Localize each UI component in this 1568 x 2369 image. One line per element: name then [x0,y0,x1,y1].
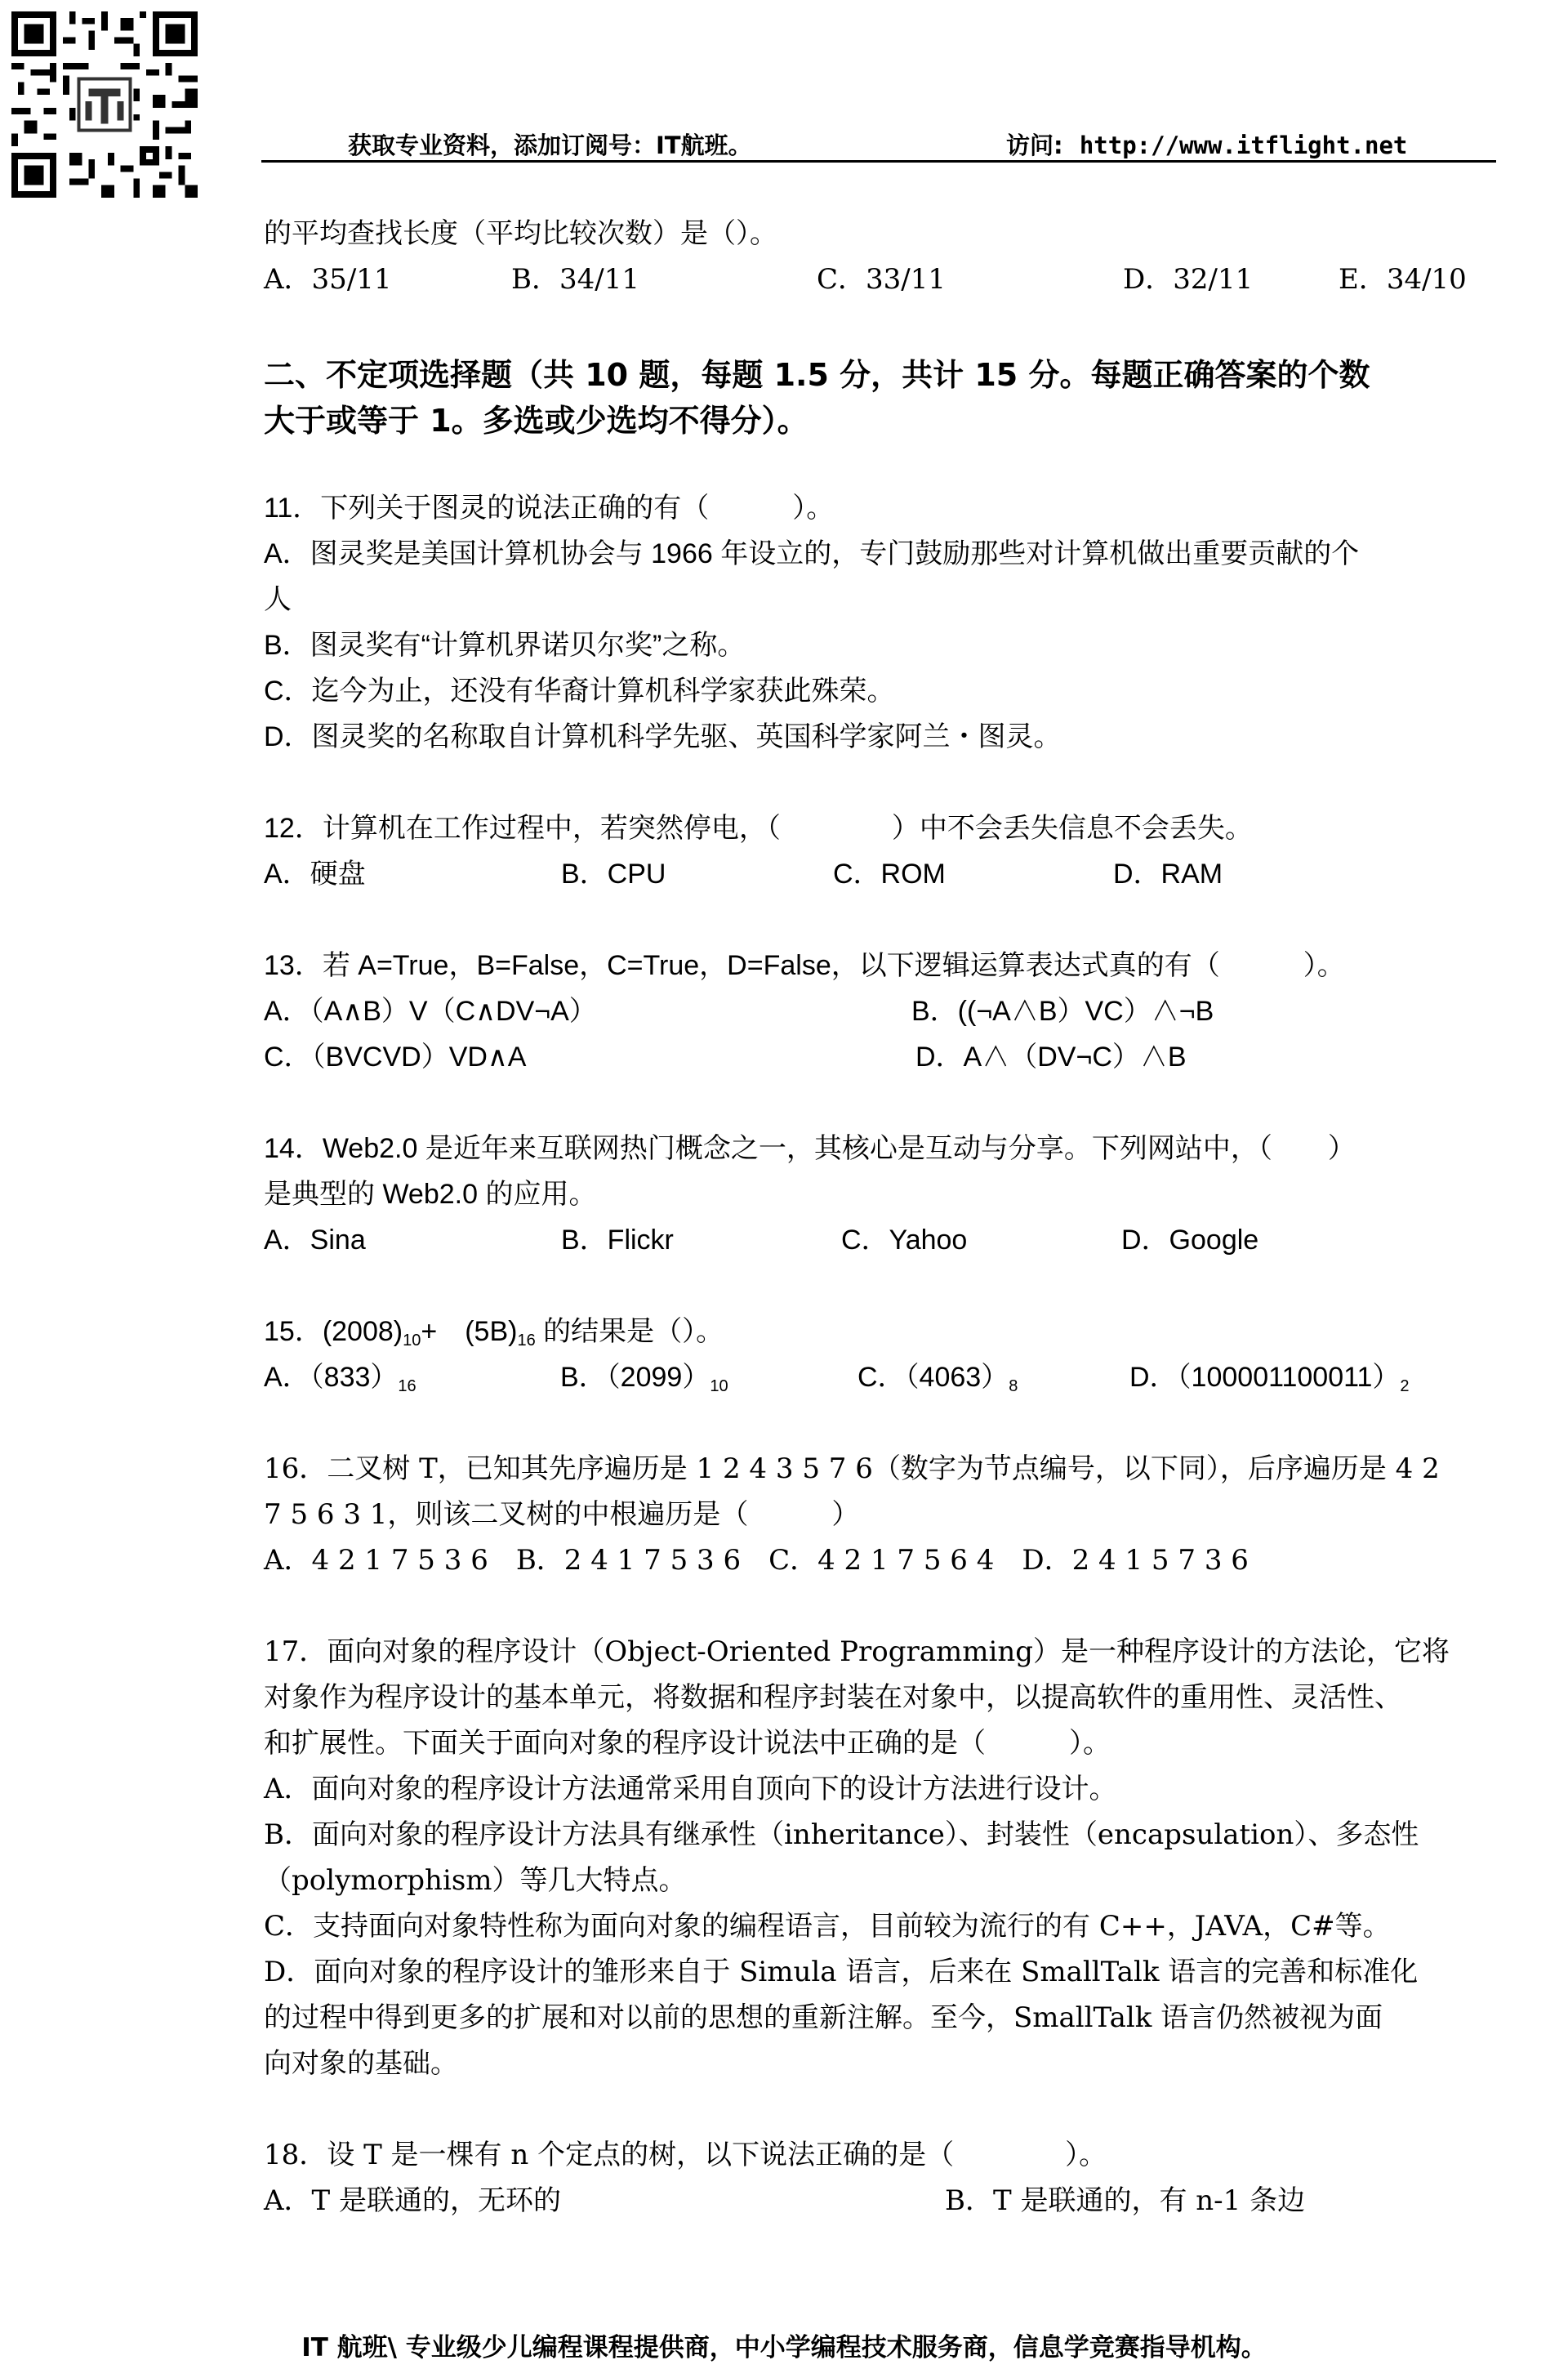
q17-option-d-line3: 向对象的基础。 [264,2047,458,2080]
q13-option-a: A．（A∧B）V（C∧DV¬A） [264,996,597,1027]
q17-stem-line3: 和扩展性。下面关于面向对象的程序设计说法中正确的是（ ）。 [264,1727,1111,1760]
q14-option-c: C．Yahoo [841,1225,968,1256]
q10-continuation: 的平均查找长度（平均比较次数）是（）。 [264,217,777,250]
q12-option-b: B．CPU [561,859,666,890]
q11-option-a-line1: A．图灵奖是美国计算机协会与 1966 年设立的，专门鼓励那些对计算机做出重要贡献的个 [264,538,1360,569]
q10-option-c: C．33/11 [817,263,946,296]
q10-option-b: B．34/11 [511,263,639,296]
q14-option-d: D．Google [1121,1225,1259,1256]
q15-option-d-base: 2 [1400,1377,1410,1395]
q14-option-a: A．Sina [264,1225,366,1256]
q14-stem-line2: 是典型的 Web2.0 的应用。 [264,1179,597,1210]
section-2-title-line2: 大于或等于 1。多选或少选均不得分）。 [264,403,808,439]
q15-stem [264,1309,724,1354]
q11-option-b: B．图灵奖有“计算机界诺贝尔奖”之称。 [264,630,746,661]
q15-base-16: 16 [517,1332,536,1350]
q15-option-b-value: B．（2099） [560,1362,710,1393]
q11-option-d: D．图灵奖的名称取自计算机科学先驱、英国科学家阿兰・图灵。 [264,721,1062,752]
q12-option-a: A．硬盘 [264,859,366,890]
q13-option-d: D．A∧（DV¬C）∧B [915,1042,1187,1073]
header-visit [1006,127,1407,161]
q16-options: A．4 2 1 7 5 3 6 B．2 4 1 7 5 3 6 C．4 2 1 7 5 6 4 D．2 4 1 5 7 3 6 [264,1544,1249,1577]
q13-option-c: C．（BVCVD）VD∧A [264,1042,527,1073]
q17-option-b-line2: （polymorphism）等几大特点。 [264,1864,687,1897]
q17-stem-line2: 对象作为程序设计的基本单元，将数据和程序封装在对象中，以提高软件的重用性、灵活性、 [264,1681,1402,1714]
q15-stem-part2: + (5B) [421,1316,518,1347]
header-subscribe-text: 获取专业资料，添加订阅号：IT航班。 [348,132,752,159]
q10-option-e: E．34/10 [1339,263,1467,296]
q15-option-c-base: 8 [1009,1377,1018,1395]
q12-stem: 12．计算机在工作过程中，若突然停电，（ ）中不会丢失信息不会丢失。 [264,813,1253,844]
header-url-link[interactable]: http://www.itflight.net [1079,132,1408,159]
q10-option-a: A．35/11 [264,263,392,296]
q15-option-a-base: 16 [398,1377,416,1395]
section-2-title-line1: 二、不定项选择题（共 10 题，每题 1.5 分，共计 15 分。每题正确答案的个数 [264,357,1370,393]
q16-stem-line2: 7 5 6 3 1，则该二叉树的中根遍历是（ ） [264,1498,860,1531]
q11-stem: 11．下列关于图灵的说法正确的有（ ）。 [264,493,835,524]
page-header [261,123,1496,163]
q15-option-a-value: A．（833） [264,1362,399,1393]
q10-option-d: D．32/11 [1123,263,1254,296]
page-footer: IT 航班\ 专业级少儿编程课程提供商，中小学编程技术服务商，信息学竞赛指导机构。 [301,2333,1267,2362]
q18-option-b: B．T 是联通的，有 n-1 条边 [945,2184,1306,2217]
q14-stem-line1: 14．Web2.0 是近年来互联网热门概念之一，其核心是互动与分享。下列网站中，（ ） [264,1133,1356,1164]
qr-code-image [11,11,198,198]
q15-option-b [560,1354,728,1400]
q15-option-c-value: C．（4063） [858,1362,1009,1393]
q17-option-d-line1: D．面向对象的程序设计的雏形来自于 Simula 语言，后来在 SmallTalk 语言的完善和标准化 [264,1956,1419,1988]
q11-option-c: C．迄今为止，还没有华裔计算机科学家获此殊荣。 [264,676,895,707]
q15-option-d [1129,1354,1410,1400]
q14-option-b: B．Flickr [561,1225,674,1256]
q12-option-c: C．ROM [833,859,946,890]
q12-option-d: D．RAM [1113,859,1223,890]
q16-stem-line1: 16．二叉树 T，已知其先序遍历是 1 2 4 3 5 7 6（数字为节点编号，以下同），后序遍历是 4 2 [264,1452,1440,1485]
q18-option-a: A．T 是联通的，无环的 [264,2184,562,2217]
q15-option-a [264,1354,416,1400]
q18-stem: 18．设 T 是一棵有 n 个定点的树，以下说法正确的是（ ）。 [264,2139,1107,2171]
header-visit-label: 访问: [1006,132,1063,159]
q15-option-b-base: 10 [710,1377,728,1395]
q13-option-b: B．((¬A∧B）VC）∧¬B [911,996,1214,1027]
q17-option-d-line2: 的过程中得到更多的扩展和对以前的思想的重新注解。至今，SmallTalk 语言仍然被视为面 [264,2001,1383,2034]
q15-stem-part1: 15．(2008) [264,1316,403,1347]
q11-option-a-line2: 人 [264,584,292,615]
q15-option-c [858,1354,1018,1400]
q17-option-a: A．面向对象的程序设计方法通常采用自顶向下的设计方法进行设计。 [264,1773,1117,1805]
q15-option-d-value: D．（100001100011） [1129,1362,1401,1393]
q17-option-c: C．支持面向对象特性称为面向对象的编程语言，目前较为流行的有 C++，JAVA，C#等。 [264,1910,1391,1943]
q13-stem: 13．若 A=True，B=False，C=True，D=False，以下逻辑运算表达式真的有（ ）。 [264,950,1345,981]
q17-stem-line1: 17．面向对象的程序设计（Object-Oriented Programming）是一种程序设计的方法论，它将 [264,1635,1450,1668]
q17-option-b-line1: B．面向对象的程序设计方法具有继承性（inheritance）、封装性（encapsulation）、多态性 [264,1818,1419,1851]
q15-base-10: 10 [403,1332,421,1350]
q15-stem-part3: 的结果是（）。 [535,1316,724,1347]
